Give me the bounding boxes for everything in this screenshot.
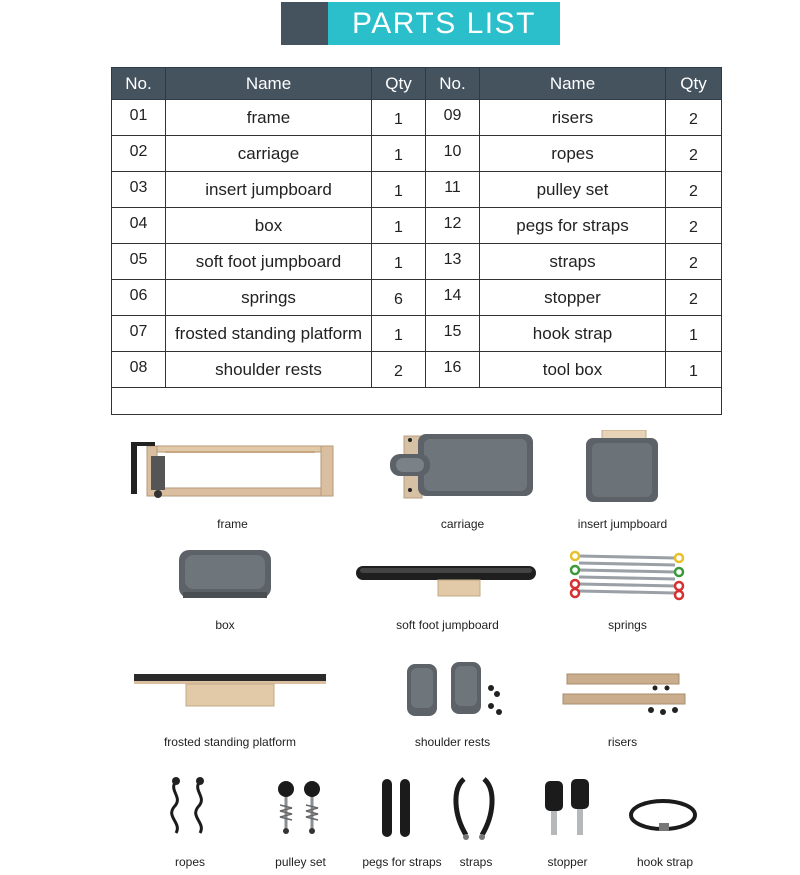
table-row [112,208,722,244]
shoulder-rests-image [395,660,510,722]
caption: pulley set [275,855,326,869]
header-no: No. [426,68,480,100]
cell-name: frosted standing platform [166,316,372,352]
caption: pegs for straps [362,855,442,869]
cell-name: soft foot jumpboard [166,244,372,280]
cell-no: 05 [112,244,166,280]
cell-qty: 2 [666,280,722,316]
item-shoulder-rests [395,660,510,750]
banner-dark-block [281,2,328,45]
cell-name: tool box [480,352,666,388]
cell-qty: 1 [372,316,426,352]
table-row [112,316,722,352]
cell-no: 12 [426,208,480,244]
cell-name: springs [166,280,372,316]
cell-qty: 2 [666,136,722,172]
cell-qty: 2 [666,172,722,208]
springs-image [565,548,690,603]
cell-no: 06 [112,280,166,316]
box-image [165,548,285,603]
item-frame [125,432,340,532]
table-row [112,100,722,136]
cell-name: frame [166,100,372,136]
caption: shoulder rests [414,735,491,749]
cell-name: insert jumpboard [166,172,372,208]
cell-no: 14 [426,280,480,316]
table-row [112,352,722,388]
cell-qty: 2 [372,352,426,388]
item-straps [446,775,506,870]
stopper-image [535,775,600,841]
caption: insert jumpboard [577,517,668,531]
banner-title-block [328,2,560,45]
table-row [112,280,722,316]
item-soft-foot-jumpboard [350,560,545,633]
cell-no: 02 [112,136,166,172]
item-stopper [535,775,600,870]
item-risers [555,668,690,750]
cell-no: 13 [426,244,480,280]
caption: soft foot jumpboard [396,618,499,632]
item-hook-strap [625,775,705,870]
cell-no: 15 [426,316,480,352]
carriage-image [380,430,545,502]
header-name: Name [480,68,666,100]
risers-image [555,668,690,720]
table-row [112,172,722,208]
cell-name: risers [480,100,666,136]
cell-no: 16 [426,352,480,388]
item-carriage [380,430,545,532]
cell-name: shoulder rests [166,352,372,388]
cell-no: 03 [112,172,166,208]
header-name: Name [166,68,372,100]
caption: stopper [547,855,588,869]
soft-foot-jumpboard-image [350,560,545,600]
cell-name: pegs for straps [480,208,666,244]
cell-name: stopper [480,280,666,316]
ropes-image [160,775,220,837]
hook-strap-image [625,775,705,841]
item-pegs-for-straps [358,775,446,870]
empty-cell [112,388,722,415]
cell-no: 08 [112,352,166,388]
straps-image [446,775,506,841]
cell-qty: 2 [666,244,722,280]
cell-qty: 2 [666,100,722,136]
item-box [165,548,285,633]
item-pulley-set [268,775,333,870]
caption: ropes [174,855,206,869]
cell-qty: 1 [372,244,426,280]
caption: straps [459,855,493,869]
caption: carriage [440,517,485,531]
pegs-for-straps-image [358,775,446,841]
cell-no: 09 [426,100,480,136]
caption: springs [608,618,647,632]
cell-no: 07 [112,316,166,352]
table-row [112,244,722,280]
caption: frosted standing platform [163,735,297,749]
cell-qty: 1 [372,208,426,244]
header-qty: Qty [372,68,426,100]
cell-qty: 1 [372,100,426,136]
cell-name: ropes [480,136,666,172]
cell-name: hook strap [480,316,666,352]
parts-list-banner [281,2,560,45]
frame-image [125,432,340,507]
cell-qty: 1 [666,352,722,388]
parts-table [111,67,722,415]
cell-name: straps [480,244,666,280]
cell-name: box [166,208,372,244]
item-springs [565,548,690,633]
cell-qty: 6 [372,280,426,316]
table-empty-row [112,388,722,415]
item-frosted-standing-platform [130,668,330,750]
table-row [112,136,722,172]
cell-no: 01 [112,100,166,136]
insert-jumpboard-image [560,430,685,505]
header-no: No. [112,68,166,100]
cell-name: carriage [166,136,372,172]
cell-no: 04 [112,208,166,244]
caption: hook strap [636,855,694,869]
caption: frame [217,517,248,531]
table-header-row [112,68,722,100]
caption: box [215,618,235,632]
pulley-set-image [268,775,333,837]
cell-qty: 1 [666,316,722,352]
header-qty: Qty [666,68,722,100]
item-ropes [160,775,220,870]
frosted-standing-platform-image [130,668,330,710]
banner-title: PARTS LIST [352,6,536,40]
cell-qty: 2 [666,208,722,244]
item-insert-jumpboard [560,430,685,532]
cell-no: 11 [426,172,480,208]
cell-qty: 1 [372,136,426,172]
cell-qty: 1 [372,172,426,208]
caption: risers [607,735,638,749]
cell-name: pulley set [480,172,666,208]
cell-no: 10 [426,136,480,172]
